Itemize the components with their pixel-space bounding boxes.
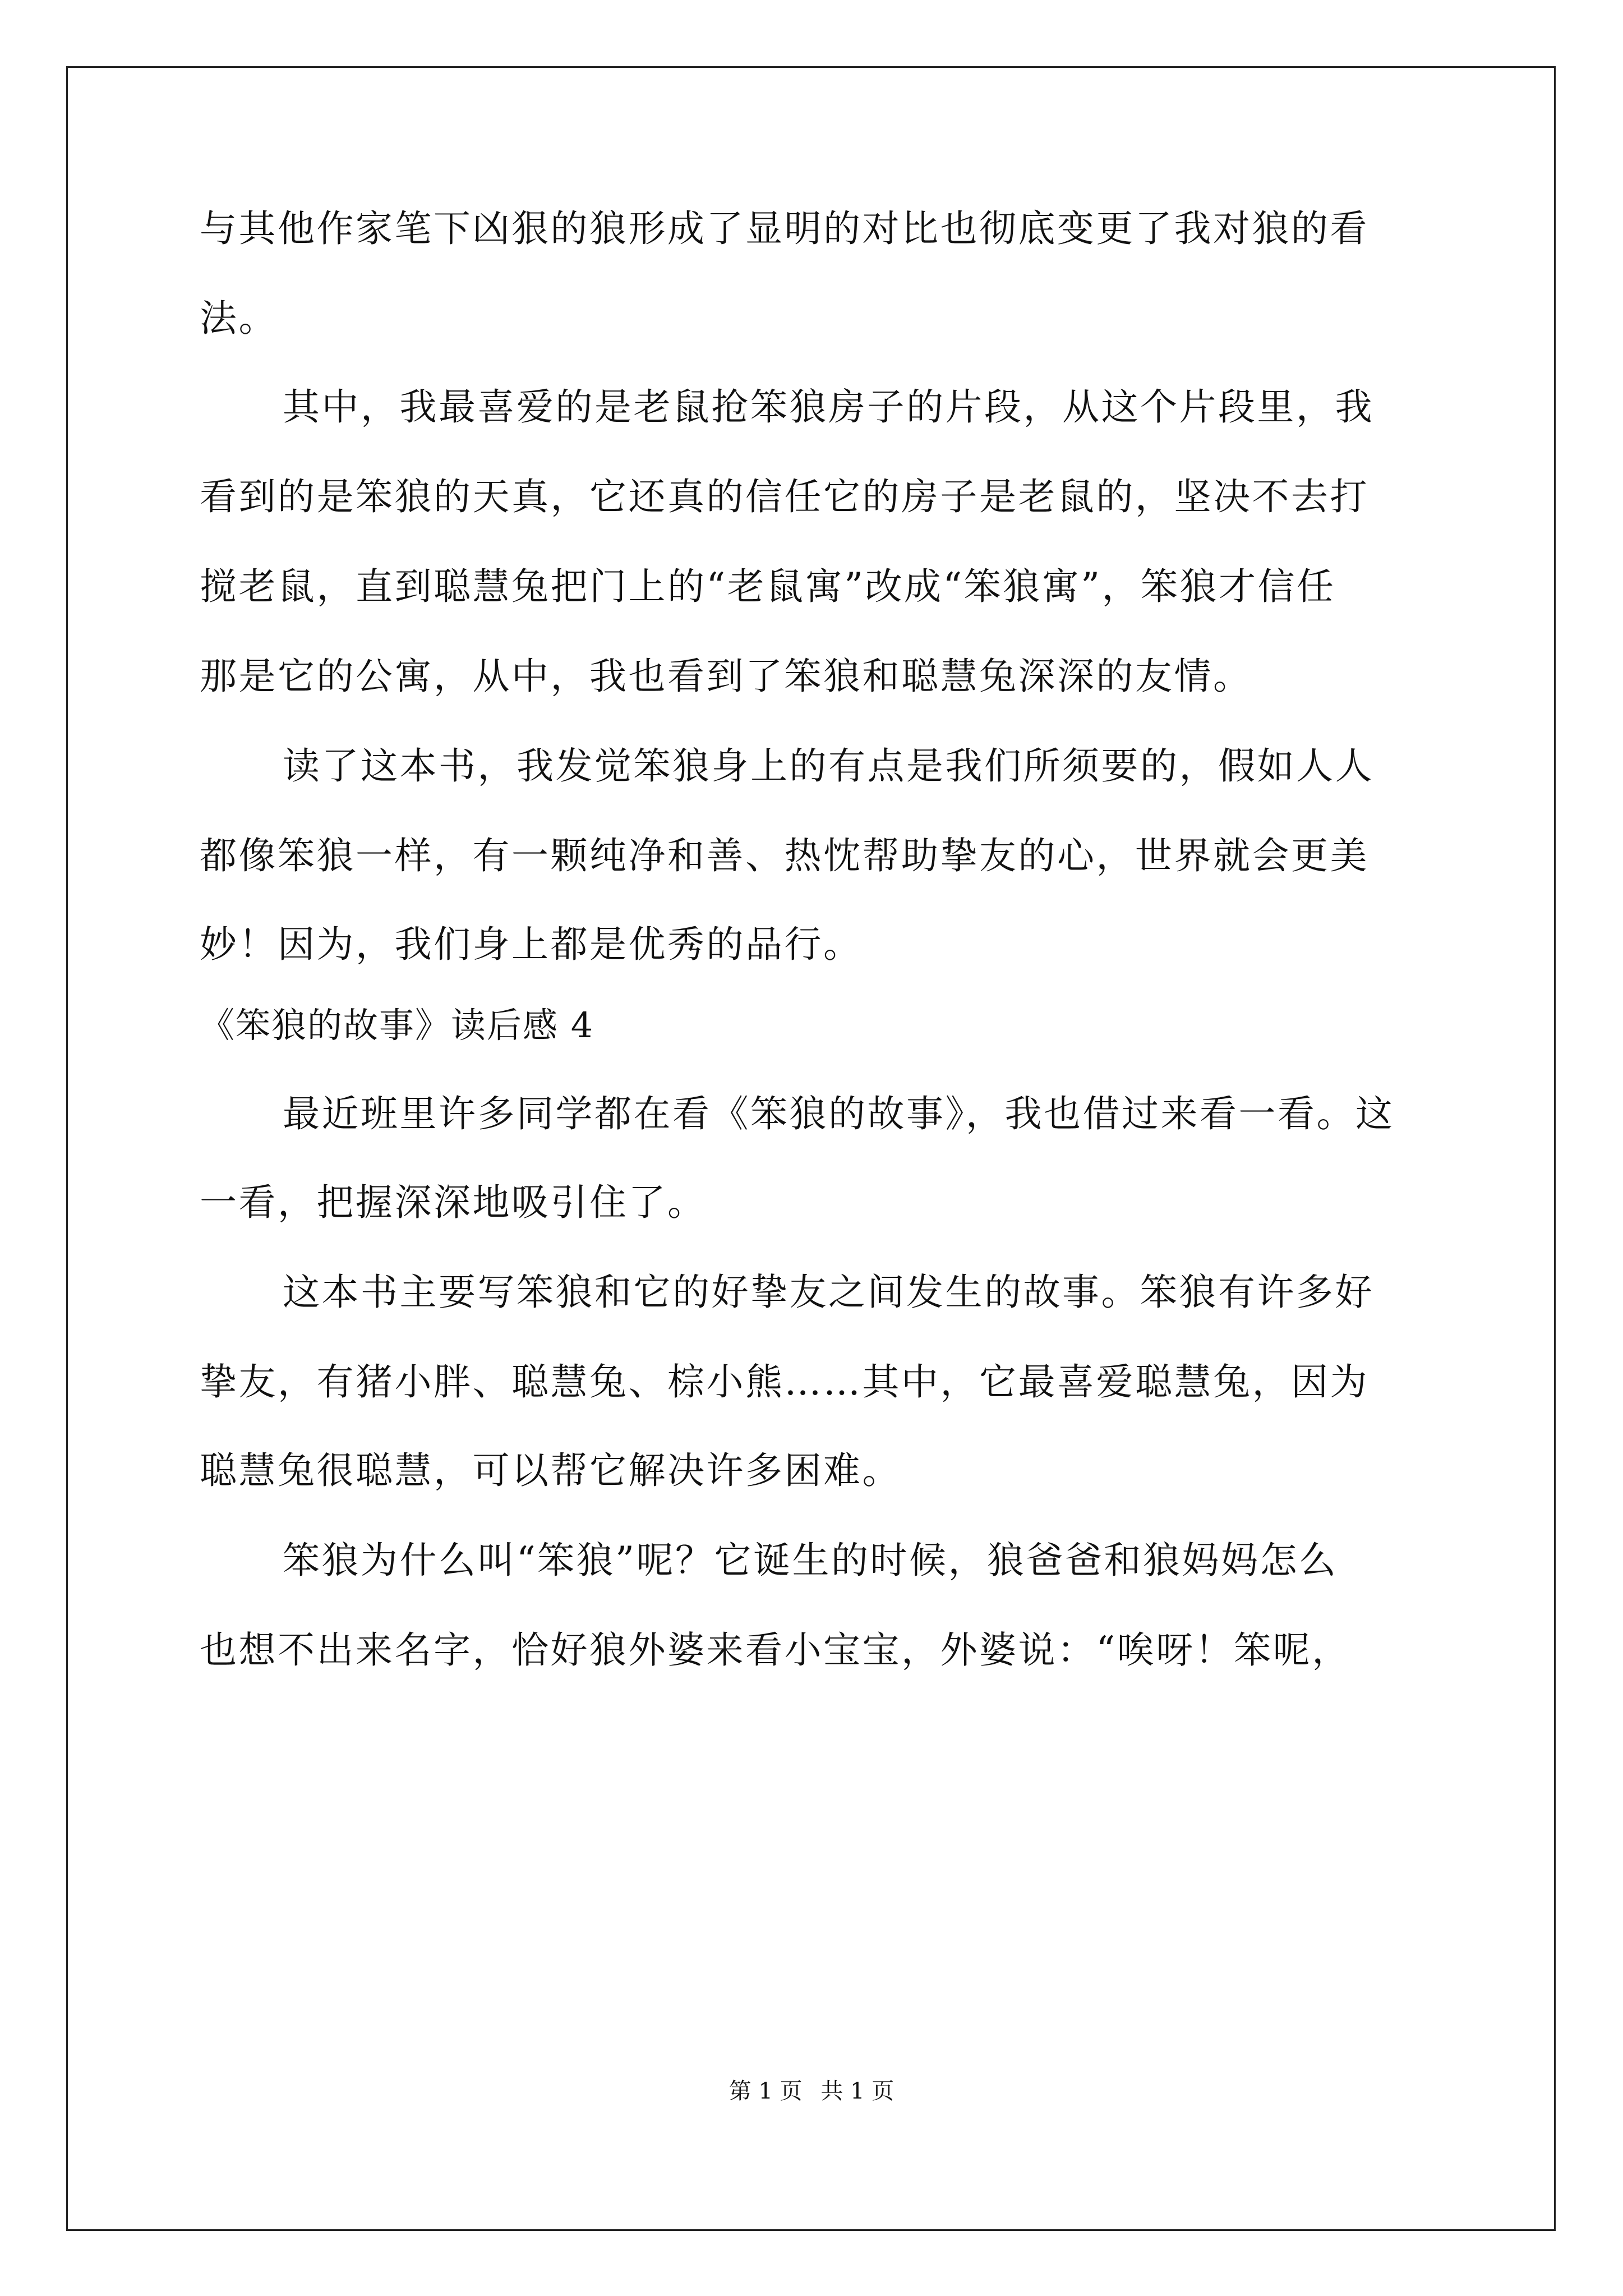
paragraph-start-line: 最近班里许多同学都在看《笨狼的故事》，我也借过来看一看。这: [283, 1092, 1395, 1135]
section-heading: 《笨狼的故事》读后感 4: [200, 1005, 594, 1046]
paragraph-start-line: 这本书主要写笨狼和它的好挚友之间发生的故事。笨狼有许多好: [283, 1271, 1374, 1314]
page-footer: [0, 2076, 1623, 2107]
text-line: 挚友，有猪小胖、聪慧兔、棕小熊……其中，它最喜爱聪慧兔，因为: [200, 1360, 1369, 1404]
text-line: 也想不出来名字，恰好狼外婆来看小宝宝，外婆说：“唉呀！笨呢，: [200, 1628, 1351, 1672]
text-line: 法。: [200, 297, 278, 340]
paragraph-start-line: 笨狼为什么叫“笨狼”呢？它诞生的时候，狼爸爸和狼妈妈怎么: [283, 1539, 1338, 1582]
text-line: 看到的是笨狼的天真，它还真的信任它的房子是老鼠的，坚决不去打: [200, 475, 1369, 518]
paragraph-start-line: 其中，我最喜爱的是老鼠抢笨狼房子的片段，从这个片段里，我: [283, 385, 1374, 429]
text-line: 搅老鼠，直到聪慧兔把门上的“老鼠寓”改成“笨狼寓”，笨狼才信任: [200, 565, 1336, 608]
page-total: 共 1 页: [820, 2078, 895, 2104]
text-line: 妙！因为，我们身上都是优秀的品行。: [200, 923, 863, 966]
text-line: 一看，把握深深地吸引住了。: [200, 1181, 707, 1224]
text-line: 与其他作家笔下凶狠的狼形成了显明的对比也彻底变更了我对狼的看: [200, 207, 1369, 250]
text-line: 都像笨狼一样，有一颗纯净和善、热忱帮助挚友的心，世界就会更美: [200, 834, 1369, 877]
paragraph-start-line: 读了这本书，我发觉笨狼身上的有点是我们所须要的，假如人人: [283, 744, 1374, 788]
text-line: 聪慧兔很聪慧，可以帮它解决许多困难。: [200, 1449, 901, 1492]
text-line: 那是它的公寓，从中，我也看到了笨狼和聪慧兔深深的友情。: [200, 655, 1252, 698]
page-number: 第 1 页: [728, 2078, 803, 2104]
